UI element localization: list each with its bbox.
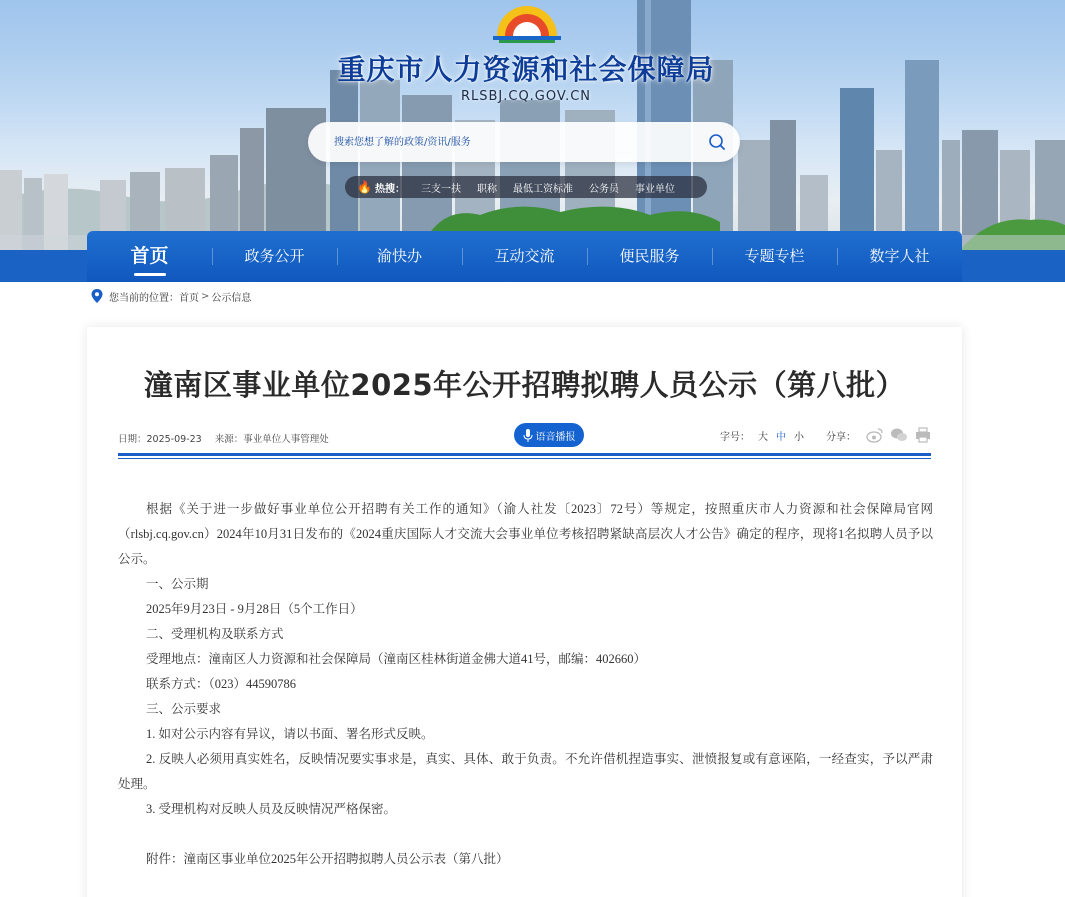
title-divider-thin [118, 458, 931, 459]
title-divider [118, 453, 931, 456]
breadcrumb [91, 288, 251, 304]
print-icon[interactable] [914, 427, 932, 443]
section-heading: 一、公示期 [146, 577, 209, 591]
attachment-link[interactable]: 附件：潼南区事业单位2025年公开招聘拟聘人员公示表（第八批） [146, 852, 509, 866]
article-paragraph: 2025年9月23日 - 9月28日（5个工作日） [146, 602, 363, 616]
font-size-medium[interactable]: 中 [776, 431, 786, 443]
article-paragraph: 受理地点：潼南区人力资源和社会保障局（潼南区桂林街道金佛大道41号，邮编：402660） [146, 652, 647, 666]
hot-search-item[interactable]: 最低工资标准 [513, 183, 573, 195]
nav-item-interaction[interactable]: 互动交流 [462, 231, 587, 282]
font-size-label: 字号： [720, 431, 750, 443]
article-paragraph: 根据《关于进一步做好事业单位公开招聘有关工作的通知》（渝人社发〔2023〕72号）等规定，按照重庆市人力资源和社会保障局官网（rlsbj.cq.gov.cn）2024年10月31日发布的《2024重庆国际人才交流大会事业单位考核招聘紧缺高层次人才公告》确定的程序，现将1名拟聘人员予以公示。 [118, 502, 933, 566]
hot-search-item[interactable]: 三支一扶 [421, 183, 461, 195]
article-title: 潼南区事业单位2025年公开招聘拟聘人员公示（第八批） [143, 368, 906, 402]
header-banner [0, 0, 1065, 250]
font-size-small[interactable]: 小 [794, 431, 804, 443]
wechat-icon[interactable] [890, 427, 908, 443]
hot-search-label: 热搜： [375, 183, 405, 195]
article-body [118, 497, 933, 872]
search-icon[interactable] [706, 131, 728, 153]
nav-item-home[interactable]: 首页 [87, 231, 212, 282]
article-paragraph: 3. 受理机构对反映人员及反映情况严格保密。 [146, 802, 397, 816]
search-input[interactable] [334, 132, 704, 152]
breadcrumb-current-link[interactable]: 公示信息 [211, 292, 252, 304]
article-source: 来源：事业单位人事管理处 [214, 434, 329, 445]
site-domain: RLSBJ.CQ.GOV.CN [460, 89, 592, 104]
article-date: 日期：2025-09-23 [118, 434, 202, 445]
nav-item-topics[interactable]: 专题专栏 [712, 231, 837, 282]
site-title: 重庆市人力资源和社会保障局 [337, 53, 715, 86]
breadcrumb-separator: > [201, 290, 210, 302]
article-card [87, 327, 962, 897]
section-heading: 二、受理机构及联系方式 [146, 627, 284, 641]
hot-search-item[interactable]: 职称 [477, 183, 497, 195]
nav-item-gov-affairs[interactable]: 政务公开 [212, 231, 337, 282]
breadcrumb-prefix: 您当前的位置： [109, 292, 179, 304]
bureau-logo-icon [487, 0, 567, 44]
font-size-large[interactable]: 大 [758, 431, 768, 443]
microphone-icon [523, 429, 533, 442]
fire-icon: 🔥 [357, 180, 372, 194]
search-box [308, 122, 740, 162]
weibo-icon[interactable] [866, 427, 884, 443]
share-label: 分享： [826, 431, 856, 443]
nav-item-yukuaiban[interactable]: 渝快办 [337, 231, 462, 282]
article-paragraph: 2. 反映人必须用真实姓名，反映情况要实事求是，真实、具体、敢于负责。不允许借机捏造事实、泄愤报复或有意诬陷，一经查实，予以严肃处理。 [118, 752, 933, 791]
section-heading: 三、公示要求 [146, 702, 222, 716]
breadcrumb-home-link[interactable]: 首页 [179, 292, 199, 304]
voice-broadcast-label: 语音播报 [535, 431, 576, 443]
article-tools [720, 427, 932, 443]
nav-item-services[interactable]: 便民服务 [587, 231, 712, 282]
voice-broadcast-button[interactable] [514, 423, 584, 447]
nav-item-digital[interactable]: 数字人社 [837, 231, 962, 282]
article-paragraph: 1. 如对公示内容有异议，请以书面、署名形式反映。 [146, 727, 434, 741]
hot-search-item[interactable]: 事业单位 [635, 183, 675, 195]
hot-search-bar [345, 176, 707, 198]
location-pin-icon [91, 289, 103, 303]
article-meta [118, 431, 339, 445]
hot-search-item[interactable]: 公务员 [589, 183, 619, 195]
article-paragraph: 联系方式：（023）44590786 [146, 677, 297, 691]
main-nav [87, 231, 962, 282]
